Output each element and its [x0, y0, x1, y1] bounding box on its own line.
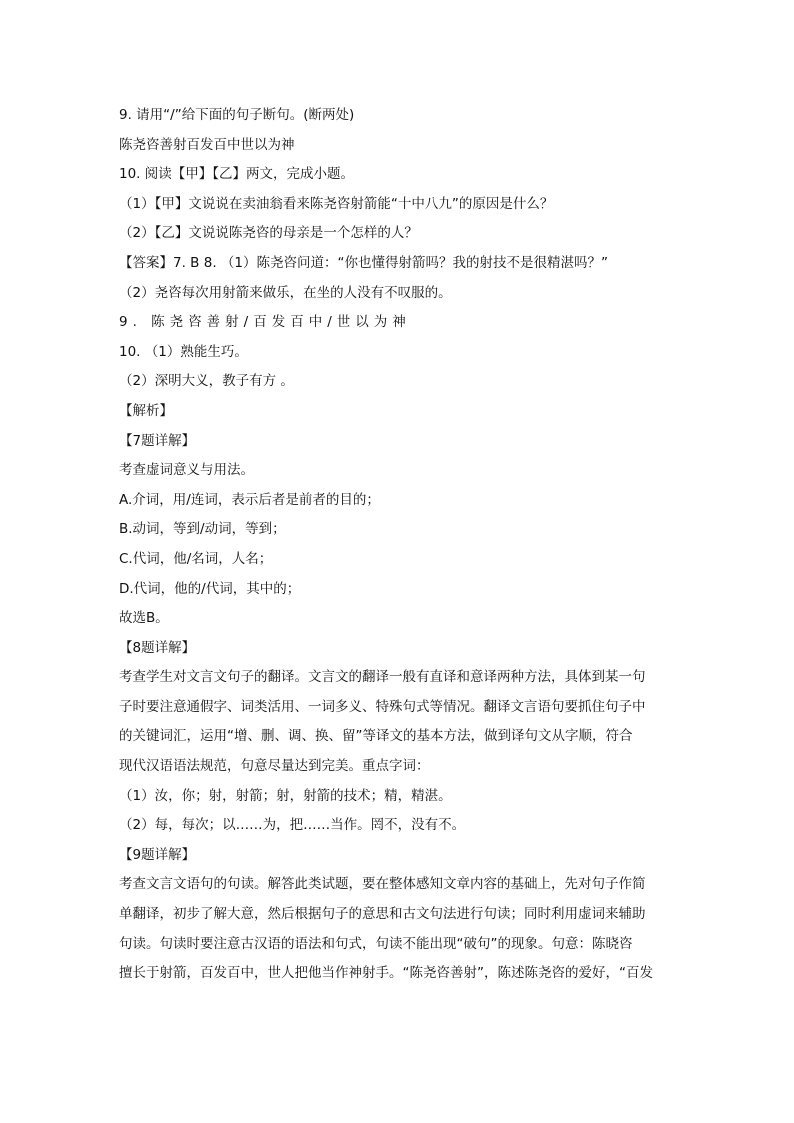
answer-8-part-2: （2）尧咨每次用射箭来做乐，在坐的人没有不叹服的。 [119, 284, 452, 301]
answer-10-part-2: （2）深明大义，教子有方 。 [119, 373, 294, 390]
detail-8-heading: 【8题详解】 [119, 639, 196, 656]
detail-7-option-a: A.介词，用/连词，表示后者是前者的目的； [119, 491, 380, 508]
detail-9-paragraph-line-4: 擅长于射箭，百发百中，世人把他当作神射手。“陈尧咨善射”，陈述陈尧咨的爱好，“百发 [119, 965, 653, 982]
question-10-prompt: 10. 阅读【甲】【乙】两文，完成小题。 [119, 166, 355, 183]
detail-9-paragraph-line-3: 句读。句读时要注意古汉语的语法和句式，句读不能出现“破句”的现象。句意：陈晓咨 [119, 935, 633, 952]
detail-8-paragraph-line-2: 子时要注意通假字、词类活用、一词多义、特殊句式等情况。翻译文言语句要抓住句子中 [119, 698, 646, 715]
detail-7-option-b: B.动词，等到/动词，等到； [119, 521, 286, 538]
detail-9-paragraph-line-2: 单翻译，初步了解大意，然后根据句子的意思和古文句法进行句读；同时利用虚词来辅助 [119, 906, 646, 923]
question-9-prompt: 9. 请用“/”给下面的句子断句。(断两处) [119, 107, 355, 123]
detail-9-heading: 【9题详解】 [119, 846, 196, 863]
detail-7-option-c: C.代词，他/名词，人名； [119, 550, 273, 567]
answer-9: 9. 陈尧咨善射/百发百中/世以为神 [119, 314, 411, 331]
detail-7-option-d: D.代词，他的/代词，其中的； [119, 580, 301, 597]
detail-8-keywords-1: （1）汝，你；射，射箭；射，射箭的技术；精，精湛。 [119, 787, 452, 804]
detail-8-paragraph-line-4: 现代汉语语法规范，句意尽量达到完美。重点字词： [119, 758, 430, 775]
answer-10-part-1: 10. （1）熟能生巧。 [119, 343, 248, 360]
detail-9-paragraph-line-1: 考查文言文语句的句读。解答此类试题，要在整体感知文章内容的基础上，先对句子作简 [119, 876, 646, 893]
detail-7-conclusion: 故选B。 [119, 610, 169, 627]
question-10-part-2: （2）【乙】文说说陈尧咨的母亲是一个怎样的人？ [119, 225, 418, 242]
question-9-sentence: 陈尧咨善射百发百中世以为神 [119, 136, 295, 153]
document-body [119, 101, 675, 989]
answer-heading-line: 【答案】7. B 8. （1）陈尧咨问道：“你也懂得射箭吗？我的射技不是很精湛吗？” [119, 254, 608, 271]
question-10-part-1: （1）【甲】文说说在卖油翁看来陈尧咨射箭能“十中八九”的原因是什么？ [119, 195, 554, 212]
detail-7-heading: 【7题详解】 [119, 432, 196, 449]
detail-8-paragraph-line-1: 考查学生对文言文句子的翻译。文言文的翻译一般有直译和意译两种方法，具体到某一句 [119, 669, 646, 686]
detail-8-keywords-2: （2）每，每次；以……为，把……当作。罔不，没有不。 [119, 817, 466, 834]
detail-8-paragraph-line-3: 的关键词汇，运用“增、删、调、换、留”等译文的基本方法，做到译句文从字顺，符合 [119, 728, 633, 745]
detail-7-intro: 考查虚词意义与用法。 [119, 462, 254, 479]
analysis-heading: 【解析】 [119, 402, 173, 419]
